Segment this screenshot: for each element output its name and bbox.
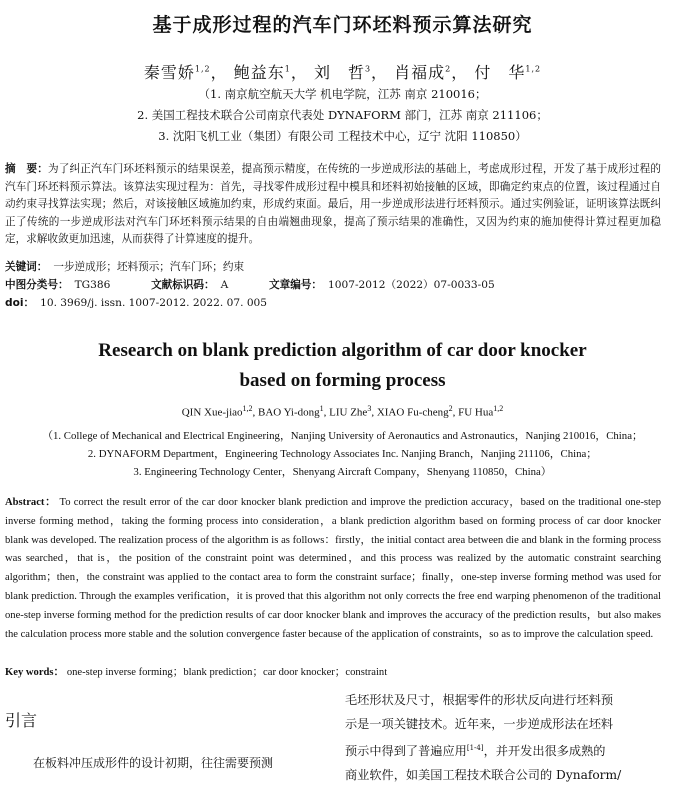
author-name: QIN Xue-jiao [181,406,243,419]
author-name: BAO Yi-dong [258,406,320,419]
english-title-line-2: based on forming process [239,370,446,391]
author-name: 付 华 [474,63,526,82]
abstract-label: 摘 要： [5,163,49,175]
doi-line [5,295,267,310]
keywords-text: 一步逆成形；坯料预示；汽车门环；约束 [53,261,245,273]
author-affiliation-mark: 1,2 [242,404,253,413]
body-line: 毛坯形状及尺寸，根据零件的形状反向进行坯料预 [345,693,614,707]
chinese-affiliation-2: 2. 美国工程技术联合公司南京代表处 DYNAFORM 部门，江苏 南京 211106； [137,108,548,122]
classification-line [5,277,495,292]
author-affiliation-mark: 2 [448,404,453,413]
chinese-abstract [5,161,661,249]
doc-code-label: 文献标识码： [151,279,215,291]
chinese-affiliation-3: 3. 沈阳飞机工业（集团）有限公司 工程技术中心，辽宁 沈阳 110850） [158,129,527,143]
chinese-affiliation-1: （1. 南京航空航天大学 机电学院，江苏 南京 210016； [198,87,487,101]
abstract-label: Abstract： [5,497,57,508]
author-name: 鲍益东 [233,63,285,82]
english-title-line-1: Research on blank prediction algorithm of car door knocker [98,340,587,361]
chinese-title: 基于成形过程的汽车门环坯料预示算法研究 [152,14,533,36]
author-affiliation-mark: 1 [319,404,324,413]
chinese-keywords [5,259,244,274]
article-no-label: 文章编号： [269,279,322,291]
article-no-value: 1007-2012（2022）07-0033-05 [328,279,495,291]
author-affiliation-mark: 2 [445,64,452,74]
author-affiliation-mark: 3 [364,64,372,74]
author-name: FU Hua [458,406,494,419]
author-affiliation-mark: 1,2 [493,404,504,413]
author-name: 秦雪娇 [143,63,195,82]
abstract-text: 为了纠正汽车门环坯料预示的结果误差，提高预示精度，在传统的一步逆成形法的基础上，考虑成形过程，开发了基于成形过程的汽车门环坯料预示算法。该算法实现过程为：首先，寻找零件成形过程中模具和坯料初始接触的区域，即确定约束点的位置，该过程通过自动约束寻找算法实现；然后，对该接触区域施加约束，形成约束面。最后，用一步逆成形法进行坯料预示。通过实例验证，证明该算法既纠正了传统的一步逆成形法对汽车门环坯料预示结果的自由端翘曲现象，提高了预示结果的准确性，又因为约束的施加使得计算过程更加稳定，求解收敛更加迅速，从而获得了计算速度的提升。 [5,163,661,245]
abstract-text: To correct the result error of the car door knocker blank prediction and improve the prediction accuracy，based on the traditional one-step inverse forming method，taking the forming process into consideration，a blank prediction algorithm based on forming process of car door knocker blank was developed. The realization process of the algorithm is as follows：firstly，the initial contact area between die and blank in the forming process was searched，that is，the position of the constraint point was determined，and this process was realized by the automatic constraint searching algorithm；then，the constraint was applied to the contact area to form the constraint surface；finally，one-step inverse forming method was used for blank prediction. Through the examples verification，it is proved that this algorithm not only corrects the free end warping phenomenon of the traditional one-step inverse forming method for the prediction results of car door knocker blank and improves the accuracy of the prediction results，but also makes the calculation process more stable and the solution convergence faster because of the application of constraints，so as to improve the calculation speed. [5,497,661,640]
body-line: 示是一项关键技术。近年来，一步逆成形法在坯料 [345,717,614,731]
english-keywords [5,664,661,679]
author-name: LIU Zhe [329,406,368,419]
doi-value: 10. 3969/j. issn. 1007-2012. 2022. 07. 005 [40,297,268,309]
clc-label: 中图分类号： [5,279,69,291]
keywords-text: one-step inverse forming；blank prediction；car door knocker；constraint [66,667,388,678]
keywords-label: 关键词： [5,261,48,273]
english-affiliation-2: 2. DYNAFORM Department，Engineering Technology Associates Inc. Nanjing Branch，Nanjing 211106，China； [87,448,598,460]
section-title-introduction: 引言 [5,711,38,730]
author-affiliation-mark: 1,2 [194,64,211,74]
chinese-authors: 秦雪娇$^{1,2}$， 鲍益东$^1$， 刘 哲$^3$， 肖福成$^2$， 付 华$^{1,2}$ [143,63,542,82]
clc-value: TG386 [74,279,111,291]
body-column-right [345,688,661,787]
english-authors: QIN Xue-jiao$^{1,2}$, BAO Yi-dong$^1$, LIU Zhe$^3$, XIAO Fu-cheng$^2$, FU Hua$^{1,2}$ [181,404,504,419]
body-line [345,736,661,763]
citation-mark: [1-4] [466,744,484,752]
body-line-text: ，并开发出很多成熟的 [483,744,606,759]
body-line-text: 预示中得到了普遍应用 [345,744,467,759]
english-affiliation-3: 3. Engineering Technology Center，Shenyang Aircraft Company，Shenyang 110850，China） [133,466,552,478]
english-abstract [5,494,661,644]
author-affiliation-mark: 1,2 [525,64,542,74]
doi-label: doi： [5,297,35,309]
english-affiliation-1: （1. College of Mechanical and Electrical Engineering，Nanjing University of Aeronautics and Astronautics，Nanjing 210016，China； [42,430,643,442]
body-paragraph-left: 在板料冲压成形件的设计初期，往往需要预测 [33,756,274,770]
author-name: 刘 哲 [313,63,365,82]
body-line: 商业软件，如美国工程技术联合公司的 Dynaform/ [345,768,622,783]
doc-code-value: A [220,279,229,291]
english-title [0,336,685,396]
author-affiliation-mark: 1 [284,64,291,74]
author-name: 肖福成 [394,63,446,82]
keywords-label: Key words： [5,667,65,678]
author-affiliation-mark: 3 [367,404,372,413]
author-name: XIAO Fu-cheng [376,406,449,419]
